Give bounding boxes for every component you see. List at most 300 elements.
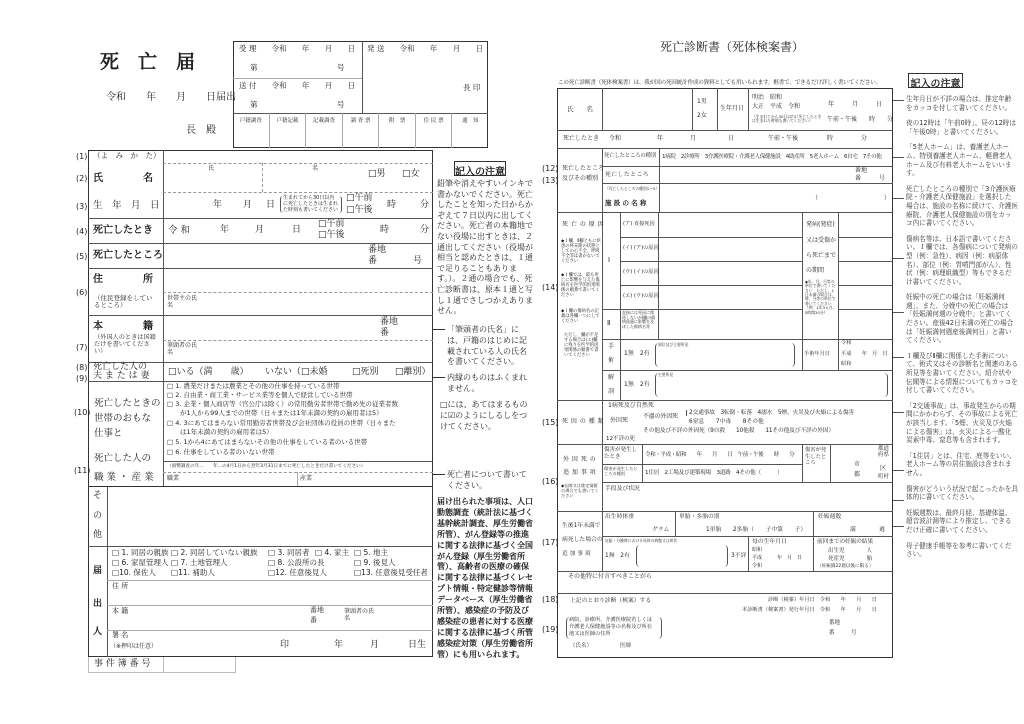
informant-birth-day: 日生 [408, 640, 427, 650]
death-hour: 時 [380, 225, 390, 235]
note-arrow [433, 377, 445, 378]
cert-place-label: 死亡したところ [562, 165, 605, 172]
informant-type-option[interactable]: □ 6. 家屋管理人 [112, 558, 169, 567]
mother-dob-era: 昭和 [752, 547, 763, 553]
office-juri-label: 受 理 [239, 44, 257, 53]
surgery-label: 手 [608, 343, 615, 350]
cert-female-option[interactable]: 2女 [697, 112, 707, 119]
divider [557, 148, 893, 149]
cert-death-time-label: 死亡したとき [563, 135, 600, 142]
occupation-label: 死亡した人の [94, 453, 152, 464]
divider [163, 192, 433, 193]
cert-dob-note: （生まれてから30日以内に死亡したときは生まれた時刻も書いてください） [752, 114, 822, 124]
hittosha-label: 筆頭者の氏名 [167, 342, 198, 356]
row-number: (5) [76, 252, 88, 261]
row-number: (15) [542, 418, 559, 427]
cert-death-minute: 分 [861, 135, 868, 142]
birth-month: 月 [243, 200, 253, 210]
informant-honseki-label: 本 籍 [112, 607, 129, 615]
divider [163, 461, 433, 462]
divider [802, 212, 803, 370]
office-day: 日 [347, 81, 355, 90]
industry-field-label: 産業 [300, 475, 313, 482]
notes-heading: 記入の注意 [454, 161, 506, 176]
maternal-condition-options[interactable]: 1無 2有 [605, 553, 630, 559]
death-era: 令 和 [168, 225, 191, 236]
cert-note: 傷害がどういう状況で起こったかを具体的に書いてください。 [906, 484, 1018, 502]
row-number: (6) [76, 288, 88, 297]
injury-place-label: 傷害が発生したところ [805, 447, 827, 467]
cert-cause-a-field[interactable] [659, 213, 801, 236]
given-name-label: 名 [312, 165, 319, 172]
sex-female-checkbox[interactable]: □女 [402, 169, 420, 179]
cert-dob-eras-2: 大正 平成 令和 [752, 103, 801, 110]
cert-male-option[interactable]: 1男 [697, 98, 707, 105]
widowed-checkbox[interactable]: □死別 [352, 367, 379, 377]
cert-part-2-label: 直接には死因に関係しないがⅠ欄の傷病経過に影響を及ぼした傷病名等 [622, 310, 656, 329]
cert-dob-time: 午前・午後 時 分 [827, 116, 894, 123]
divider [163, 340, 433, 341]
infant-label: 追 加 事 項 [562, 551, 591, 557]
death-month: 月 [255, 225, 265, 235]
note-pointer [893, 100, 904, 101]
office-hasso-label: 発 送 [367, 44, 385, 53]
live-births: 出生児 人 [828, 548, 873, 554]
divider [88, 315, 433, 316]
household-work-option[interactable]: □ 6. 仕事をしている者のいない世帯 [167, 448, 275, 456]
previous-pregnancy-label: 前回までの妊娠の結果 [817, 539, 873, 545]
cert-note: 生年月日が不詳の場合は、推定年齢をカッコを付して書いてください。 [906, 95, 1012, 112]
informant-type-option[interactable]: □ 8. 公設所の長 [268, 558, 325, 567]
manner-unknown[interactable]: 12不詳の死 [606, 436, 635, 442]
death-time-label: 死亡したとき [93, 225, 153, 236]
spouse-label-2: 夫 ま た は 妻 [93, 371, 150, 381]
note-pointer [893, 412, 904, 413]
cert-dob-label: 生年月日 [720, 105, 745, 112]
office-month: 月 [324, 44, 333, 53]
cert-place-type-options[interactable]: 1病院 2診療所 3介護医療院・介護老人保健施設 4助産所 5老人ホーム 6自宅 7その他 [662, 154, 882, 160]
form-title: 死 亡 届 [100, 51, 196, 73]
household-work-option[interactable]: □ 3. 企業・個人商店等（官公庁は除く）の常用勤労者世帯で勤め先の従業者数 [167, 400, 398, 408]
autopsy-label: 剖 [608, 388, 615, 395]
manner-natural[interactable]: 1病死及び自然死 [608, 402, 654, 409]
informant-label: 人 [93, 627, 103, 637]
divider [830, 444, 831, 482]
divider [748, 88, 749, 130]
birth-date-label: 生 年 月 日 [93, 200, 160, 211]
divider [838, 309, 893, 310]
office-dai-2: 第 [250, 100, 258, 109]
injury-place-options[interactable]: 1住居 2工場及び建築現場 3道路 4その他（ ） [645, 470, 783, 476]
cert-onset-label: ら死亡まで [806, 252, 837, 259]
issue-date: 本診断書（検案書）発行年月日 令和 年 月 日 [742, 607, 877, 613]
note-statistics-use: 届け出られた事項は、人口動態調査（統計法に基づく基幹統計調査、厚生労働省所管）、がん登録等の推進に関する法律に基づく全国がん登録（厚生労働省所管）、高齢者の医療の確保に関する法律に基づくレセプト情報・特定健診等情報データベース（厚生労働省所管）、感染症の予防及び感染症の患者に対する医療に関する法律に基づく所管感染症対策（厚生労働省所管）にも用いられます。 [437, 497, 533, 659]
row-number: (8) [76, 363, 88, 372]
informant-type-option[interactable]: □ 2. 同居していない親族 [171, 548, 258, 557]
divider [838, 261, 893, 262]
note-deceased: 死亡者について書いてください。 [447, 470, 527, 490]
doctor-banchi: 番地 [829, 620, 841, 626]
divider [163, 150, 164, 486]
death-place-label: 死亡したところ [93, 250, 163, 261]
autopsy-findings-label: 主要所見 [658, 372, 674, 377]
note-pointer [893, 500, 904, 501]
cert-part-2-field[interactable] [659, 310, 801, 338]
honseki-ban: 番 [380, 328, 390, 338]
divider [88, 218, 433, 219]
office-go-1: 号 [337, 63, 345, 72]
cert-note: 傷病名等は、日本語で書いてください。Ｉ欄では、各傷病について発病の型（例：急性）、病因（例：病原体名）、部位（例：胃噴門部がん）、性状（例：病理組織型）等もできるだけ書いてください。 [906, 234, 1018, 286]
honseki-note: （外国人のときは国籍だけを書いてください） [94, 334, 156, 356]
banchi-label: 番地 [368, 245, 387, 255]
stillbirths: 死産児 胎 [828, 556, 873, 562]
note-checkbox: □には、あてはまるものに☑のようにしるしをつけてください。 [440, 400, 528, 431]
injury-time-value: 令和・平成・昭和 年 月 日 午前・午後 時 分 [645, 452, 795, 458]
institution-label: 地又は医師の住所 [569, 631, 611, 637]
note-pointer [893, 526, 904, 527]
office-hasso [367, 45, 483, 53]
office-day: 日 [475, 44, 483, 53]
informant-label: 出 [93, 599, 103, 609]
death-am-checkbox[interactable]: □午前 [318, 219, 345, 229]
cert-death-hour: 時 [827, 135, 834, 142]
row-number: (2) [76, 174, 88, 183]
birth-am-checkbox[interactable]: □午前 [346, 193, 373, 203]
mother-dob-label: 母の生年月日 [752, 539, 787, 545]
cert-place-label-2: 及びその種別 [562, 175, 599, 182]
cert-cause-d-field[interactable] [659, 286, 801, 308]
surname-label: 氏 [208, 165, 215, 172]
office-day: 日 [347, 44, 355, 53]
gram-label: グラム [652, 527, 670, 533]
divider [107, 630, 433, 631]
row-number: (7) [76, 343, 88, 352]
sex-male-checkbox[interactable]: □男 [368, 169, 386, 179]
filed-date: 令和 年 月 日届出 [106, 92, 236, 103]
external-additional-label-2: 追 加 事 項 [563, 469, 597, 476]
divider [107, 605, 433, 606]
pregnancy-note: （妊娠満22週以後に限る） [817, 564, 874, 569]
cert-death-ampm: 午前・午後 [768, 135, 799, 142]
household-work-label: 死亡したときの [94, 398, 161, 409]
office-sofu-label: 送 付 [239, 81, 257, 90]
doctor-ban-go: 番 号 [829, 630, 857, 636]
cert-cause-b: (イ) (ア)の原因 [623, 245, 659, 251]
cert-dob-eras-1: 明治 昭和 [752, 94, 783, 101]
surgery-date-era: 平成 年 月 日 [841, 351, 888, 357]
city-label: 市 [854, 461, 861, 468]
birth-minute: 分 [420, 200, 430, 210]
multiple-birth-options[interactable]: 1単胎 2多胎（ 子中第 子） [706, 527, 807, 533]
infant-label: 生後1年未満で [562, 523, 601, 529]
office-col[interactable]: 戸籍記載 [270, 113, 307, 148]
informant-banchi: 番地 [310, 606, 324, 614]
note-arrow [433, 474, 445, 475]
cert-dob-ymd: 年 月 日 [828, 101, 883, 108]
yomikata-label: （よ み か た） [93, 151, 161, 160]
office-cho-in: 長 印 [463, 83, 481, 92]
accident-types-2[interactable]: 6窒息 7中毒 8その他 [689, 419, 764, 425]
external-note: ◆伝聞又は推定情報の場合でも書いてください [561, 483, 599, 498]
divider [659, 148, 660, 212]
means-label: 手段及び状況 [605, 486, 640, 492]
gestation-label: 妊娠週数 [818, 514, 842, 520]
address-label: 住 所 [93, 274, 153, 285]
household-work-label: 世帯のおもな [94, 413, 152, 424]
cert-facility-label: 施 設 の 名 称 [605, 199, 647, 207]
office-era: 令和 [271, 44, 287, 53]
divider [838, 212, 839, 370]
household-work-option[interactable]: □ 1. 農業だけまたは農業とその他の仕事を持っている世帯 [167, 382, 340, 390]
mother-dob-era: 平成 年 月 日 [752, 555, 803, 561]
cert-cause-note: ただし、欄が不足する場合は(エ)欄に残りを医学的因果関係の順番で書いてください [564, 333, 599, 358]
cert-note: 夜の12時は「午前0時」、昼の12時は「午後0時」と書いてください。 [906, 119, 1016, 136]
town-label: 町村 [878, 474, 890, 480]
birth-time-note: 生まれてから30日以内に死亡したときは生まれた時刻も書いてください [280, 196, 342, 213]
death-pm-checkbox[interactable]: □午後 [318, 230, 345, 240]
seal-mark: 印 [280, 640, 290, 650]
household-work-option-cont: は1年未満の契約の雇用者は5） [167, 428, 273, 436]
row-number: (16) [542, 477, 559, 486]
divider [557, 444, 893, 445]
cert-part-1: Ⅰ [608, 256, 611, 264]
office-col[interactable]: 記載調査 [306, 113, 343, 148]
informant-type-option[interactable]: □ 3. 同居者 [268, 548, 310, 557]
autopsy-findings-field[interactable] [655, 373, 888, 397]
remarks-label: その他特に付言すべきことがら [568, 573, 652, 580]
gun-label: 郡 [854, 471, 861, 478]
spouse-yes-checkbox[interactable]: □いる（満 歳） [168, 367, 249, 377]
other-label: 他 [93, 530, 103, 540]
office-col[interactable]: 戸籍調査 [233, 113, 270, 148]
cert-death-day: 日 [728, 135, 735, 142]
cert-notes-heading: 記入の注意 [908, 73, 963, 88]
doctor-name-label: （氏名） [570, 643, 593, 649]
cert-cause-c: (ウ) (イ)の原因 [623, 269, 659, 275]
informant-type-option[interactable]: □ 5. 地主 [354, 548, 389, 557]
informant-type-option[interactable]: □11. 補助人 [171, 568, 215, 577]
cert-onset-note: ◆年、月、日等の単位で書いてください ただし、1日未満の場合は、時、分等の単位で書いてください（例：1年3ヵ月、5時間20分） [805, 279, 837, 315]
cert-note: 「5老人ホーム」は、養護老人ホーム、特別養護老人ホーム、軽費老人ホーム及び有料老人ホームをいいます。 [906, 143, 1012, 178]
certify-statement: 上記のとおり診断（検案）する [570, 598, 652, 604]
other-label: そ [93, 491, 103, 501]
surgery-label: 術 [608, 357, 615, 364]
birth-hour: 時 [387, 200, 397, 210]
cert-cause-b-field[interactable] [659, 238, 801, 260]
certificate-title: 死亡診断書（死体検案書） [660, 40, 805, 54]
cert-note: Ｉ欄及びⅡ欄に関係した手術について、術式又はその診断名と関連のある所見等を書いてください。紹介状や伝聞等による情報についてもカッコを付して書いてください。 [906, 351, 1018, 395]
maternal-unknown-option[interactable]: 3不詳 [731, 553, 747, 559]
cert-onset-label: 発病(発症) [806, 221, 835, 228]
honseki-banchi: 番地 [380, 317, 399, 327]
manner-external-label: 外因死 [610, 417, 629, 424]
other-external-types[interactable]: その他及び不詳の外因死（9自殺 10他殺 11その他及び不詳の外因） [643, 428, 834, 434]
census-note: （国勢調査の年… 年…の4月1日から翌年3月31日までに死亡したときだけ書いてください） [167, 464, 366, 469]
name-label: 氏 名 [93, 173, 153, 184]
office-col[interactable]: 調 査 票 [343, 113, 380, 148]
row-number: (11) [74, 466, 91, 475]
birth-day: 日 [266, 200, 276, 210]
divider [88, 486, 433, 487]
address-note: （住民登録をしているところ） [94, 294, 153, 310]
divider [838, 237, 893, 238]
informant-type-option[interactable]: □13. 任意後見受任者 [354, 568, 428, 577]
birth-pm-checkbox[interactable]: □午後 [346, 205, 373, 215]
household-work-option[interactable]: □ 2. 自由業・商工業・サービス業等を個人で経営している世帯 [167, 391, 353, 399]
office-col[interactable]: 住 民 票 [416, 113, 453, 148]
cert-note: 「2交通事故」は、事故発生からの期間にかかわらず、その事故による死亡が該当します。「5煙、火災及び火焔による傷害」は、火災による一酸化炭素中毒、窒息等も含まれます。 [906, 401, 1018, 445]
surgery-date-era: 昭和 [841, 361, 852, 367]
office-col[interactable]: 附 票 [379, 113, 416, 148]
office-era: 令和 [399, 44, 415, 53]
office-year: 年 [429, 44, 438, 53]
household-work-label: 仕事と [94, 428, 123, 439]
autopsy-options[interactable]: 1無 2有 [624, 381, 650, 388]
household-work-option[interactable]: □ 5. 1から4にあてはまらないその他の仕事をしている者のいる世帯 [167, 438, 368, 446]
divider [163, 163, 433, 164]
case-number-label: 事 件 簿 番 号 [94, 659, 151, 669]
note-pointer [893, 198, 904, 199]
divider [802, 444, 803, 482]
row-number: (13) [542, 176, 559, 185]
row-number: (4) [76, 227, 88, 236]
row-number: (12) [542, 164, 559, 173]
infant-label: 病死した場合の [562, 537, 603, 543]
institution-label: 介護老人保健施設等の名称及び所在 [569, 624, 653, 630]
row-number: (1) [76, 152, 88, 161]
office-dai-1: 第 [250, 63, 258, 72]
informant-type-option[interactable]: □ 1. 同居の親族 [112, 548, 169, 557]
divorced-checkbox[interactable]: □離別） [395, 367, 431, 377]
birth-year: 年 [213, 200, 223, 210]
pref-label: 都道府県 [878, 446, 890, 459]
cert-note: 妊娠週数は、最終月経、基礎体温、超音波計測等により推定し、できるだけ正確に書いてください。 [906, 508, 1012, 534]
divider [602, 88, 603, 130]
cert-cause-a: (ア) 直接死因 [623, 221, 655, 227]
office-juri [239, 45, 355, 53]
informant-type-option[interactable]: □ 9. 後見人 [354, 558, 396, 567]
injury-place-type-label: 傷害が発生したところの種別 [604, 466, 638, 476]
divider [163, 472, 433, 473]
divider [362, 41, 363, 113]
divider [748, 536, 749, 571]
divider [602, 370, 893, 371]
injury-time-label: 傷害が発生したとき [604, 447, 638, 460]
go-label: 号 [413, 256, 423, 266]
informant-type-option[interactable]: □10. 保佐人 [112, 568, 156, 577]
cert-facility-note: （死亡したところの種別1～5） [605, 186, 660, 191]
case-number-field[interactable] [164, 658, 235, 672]
cert-note: 死亡したところの種別で「3介護医療院・介護老人保健施設」を選択した場合は、施設の名称に続けて、介護医療院、介護老人保健施設の別をカッコ内に書いてください。 [906, 184, 1018, 228]
note-pointer [893, 258, 904, 259]
cert-onset-label: の期間 [806, 267, 825, 274]
divider [557, 400, 893, 401]
row-number: (10) [74, 408, 91, 417]
divider [557, 571, 893, 572]
divider [107, 486, 108, 657]
office-col[interactable]: 通 知 [462, 118, 479, 124]
doctor-label: 医師 [620, 643, 632, 649]
office-month: 月 [452, 44, 461, 53]
cert-death-era: 令和 [609, 135, 622, 142]
maternal-condition-field[interactable] [636, 545, 728, 567]
paren-close: ） [884, 195, 891, 202]
row-number: (19) [542, 625, 559, 634]
note-common-law: 内縁のものはふくまれません。 [447, 373, 527, 393]
row-number: (14) [542, 283, 559, 292]
external-additional-label: 外 因 死 の [563, 456, 597, 463]
row-number: (9) [76, 374, 88, 383]
informant-address-label: 住 所 [112, 582, 129, 590]
informant-birth-year: 年 [334, 640, 344, 650]
divider [557, 511, 893, 512]
cert-death-year: 年 [657, 135, 664, 142]
note-general: 鉛筆や消えやすいインキで書かないでください。死亡したことを知った日からかぞえて７日以内に出してください。死亡者の本籍地でない役場に出すときは、２通出してください（役場が相当と認めたときは、１通で足りることもあります。）。２通の場合でも、死亡診断書は、原本１通と写し１通でさしつかえありません。 [437, 179, 533, 316]
other-label: の [93, 511, 103, 521]
cert-cause-note: ◆Ｉ欄の傷病名の記載は各欄一つにしてください [561, 309, 600, 324]
accident-types-1[interactable]: 2交通事故 3転倒・転落 4溺水 5煙、火災及び火焔による傷害 [686, 410, 854, 416]
note-hittosha: 「筆頭者の氏名」には、戸籍のはじめに記載されている人の氏名を書いてください。 [447, 325, 527, 367]
informant-label: 届 [93, 566, 103, 576]
addressee: 長 殿 [186, 125, 216, 136]
spouse-label: 死亡した人の [93, 362, 148, 372]
divider [163, 292, 433, 293]
diagnosis-date: 診断（検案）年月日 令和 年 月 日 [768, 597, 877, 603]
informant-type-option[interactable]: □12. 任意後見人 [268, 568, 327, 577]
cert-cause-c-field[interactable] [659, 262, 801, 284]
ku-label: 区 [880, 465, 887, 472]
divider [675, 511, 676, 536]
divider [557, 593, 893, 594]
gestation-weeks: 満 週 [850, 527, 885, 533]
cert-cause-d: (エ) (ウ)の原因 [623, 293, 659, 299]
informant-type-option[interactable]: □ 4. 家主 [315, 548, 350, 557]
informant-hittosha: 筆頭者の氏名 [344, 608, 375, 622]
institution-label: 病院、診療所、介護医療院若しくは [569, 617, 653, 623]
informant-type-option[interactable]: □ 7. 土地管理人 [171, 558, 228, 567]
autopsy-label: 解 [608, 374, 615, 381]
divider [620, 212, 621, 400]
cert-note: 母子健康手帳等を参考に書いてください。 [906, 541, 1012, 559]
divider [88, 546, 433, 547]
surgery-date-label: 手術年月日 [804, 351, 830, 357]
cert-place-ban-go: 番 号 [855, 175, 886, 182]
household-work-option[interactable]: □ 4. 3にあてはまらない常用勤労者世帯及び会社団体の役員の世帯（日々また [167, 419, 396, 427]
ban-label: 番 [368, 256, 378, 266]
remarks-field[interactable] [560, 582, 890, 592]
divider [642, 444, 643, 482]
informant-ban: 番 [310, 616, 317, 624]
informant-birth-month: 月 [370, 640, 380, 650]
surgery-options[interactable]: 1無 2有 [624, 350, 650, 357]
cert-place-field-label: 死亡したところ [605, 172, 650, 178]
certificate-intro: この死亡診断書（死体検案書）は、我が国の死因統計作成の資料としても用いられます。楷書で、できるだけ詳しく書いてください。 [558, 80, 882, 86]
surgery-date-era: 令和 [841, 340, 852, 346]
office-year: 年 [301, 81, 310, 90]
divider [602, 482, 893, 483]
multiple-birth-label: 単胎・多胎の別 [679, 514, 720, 520]
occupation-field-label: 職業 [167, 475, 180, 482]
divider [262, 163, 263, 192]
maternal-condition-label: 妊娠・分娩時における母体の病態又は異状 [605, 538, 678, 543]
cert-place-banchi: 番地 [855, 167, 868, 174]
divider [838, 285, 893, 286]
mother-dob-era: 令和 [752, 563, 763, 569]
spouse-no-unmarried-checkbox[interactable]: いない（□未婚 [265, 367, 328, 377]
divider [602, 464, 802, 465]
divider [88, 268, 433, 269]
honseki-label: 本 籍 [93, 321, 153, 332]
